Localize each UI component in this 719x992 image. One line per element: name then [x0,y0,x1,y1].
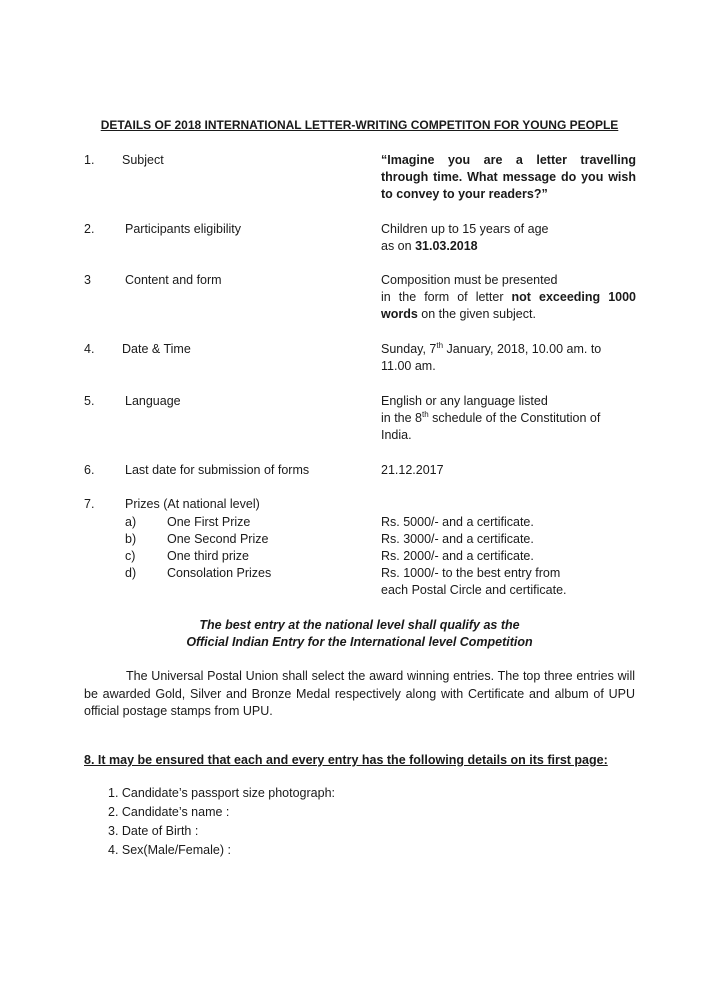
item-value: 21.12.2017 [381,463,444,477]
item-number: 6. [84,463,95,477]
list-item: 4. Sex(Male/Female) : [108,843,231,857]
language-line-1: English or any language listed [381,394,548,408]
section-8-heading: 8. It may be ensured that each and every entry has the following details on its first page: [84,753,608,767]
prize-letter: b) [125,532,137,546]
language-line-3: India. [381,428,412,442]
language-line-2: in the 8th schedule of the Constitution of [381,409,601,425]
prize-value-line-1: Rs. 1000/- to the best entry from [381,566,561,580]
item-number: 7. [84,497,95,511]
item-label: Date & Time [122,342,191,356]
item-value [381,221,636,255]
prize-letter: c) [125,549,136,563]
item-number: 1. [84,153,95,167]
subject-line-1: “Imagine you are a letter travelling [381,153,636,167]
prize-label: Consolation Prizes [167,566,272,580]
prize-value: Rs. 3000/- and a certificate. [381,532,534,546]
best-entry-line-2: Official Indian Entry for the International level Competition [186,635,533,649]
subject-line-2: through time. What message do you wish [381,170,636,184]
list-item: 1. Candidate’s passport size photograph: [108,786,336,800]
content-line-2: in the form of letter not exceeding 1000 [381,290,636,304]
item-label: Participants eligibility [125,222,242,236]
list-item: 2. Candidate’s name : [108,805,230,819]
item-value [381,341,636,375]
item-label: Content and form [125,273,222,287]
prize-value: Rs. 2000/- and a certificate. [381,549,534,563]
date-line-1: Sunday, 7th January, 2018, 10.00 am. to [381,340,602,356]
item-label: Subject [122,153,164,167]
prize-value: Rs. 5000/- and a certificate. [381,515,534,529]
item-number: 3 [84,273,91,287]
prize-letter: d) [125,566,137,580]
item-label: Prizes (At national level) [125,497,260,511]
prize-value [381,565,636,599]
item-label: Last date for submission of forms [125,463,310,477]
item-label: Language [125,394,181,408]
content-line-3: words on the given subject. [381,307,536,321]
prize-letter: a) [125,515,137,529]
prize-label: One Second Prize [167,532,269,546]
best-entry-line-1: The best entry at the national level shall qualify as the [199,618,520,632]
item-value [381,152,636,203]
eligibility-line-2: as on 31.03.2018 [381,239,478,253]
subject-line-3: to convey to your readers?” [381,187,548,201]
item-number: 4. [84,342,95,356]
content-line-1: Composition must be presented [381,273,558,287]
item-value [381,272,636,323]
prize-value-line-2: each Postal Circle and certificate. [381,583,567,597]
prize-label: One third prize [167,549,249,563]
eligibility-line-1: Children up to 15 years of age [381,222,549,236]
item-number: 5. [84,394,95,408]
upu-paragraph: The Universal Postal Union shall select the award winning entries. The top three entries will be awarded Gold, Silver and Bronze Medal respectively along with Certificate and album of UPU official postage stamps from UPU. [84,669,635,718]
list-item: 3. Date of Birth : [108,824,199,838]
item-number: 2. [84,222,95,236]
page-title: DETAILS OF 2018 INTERNATIONAL LETTER-WRITING COMPETITON FOR YOUNG PEOPLE [100,118,619,132]
date-line-2: 11.00 am. [381,359,436,373]
item-value [381,393,636,444]
prize-label: One First Prize [167,515,251,529]
